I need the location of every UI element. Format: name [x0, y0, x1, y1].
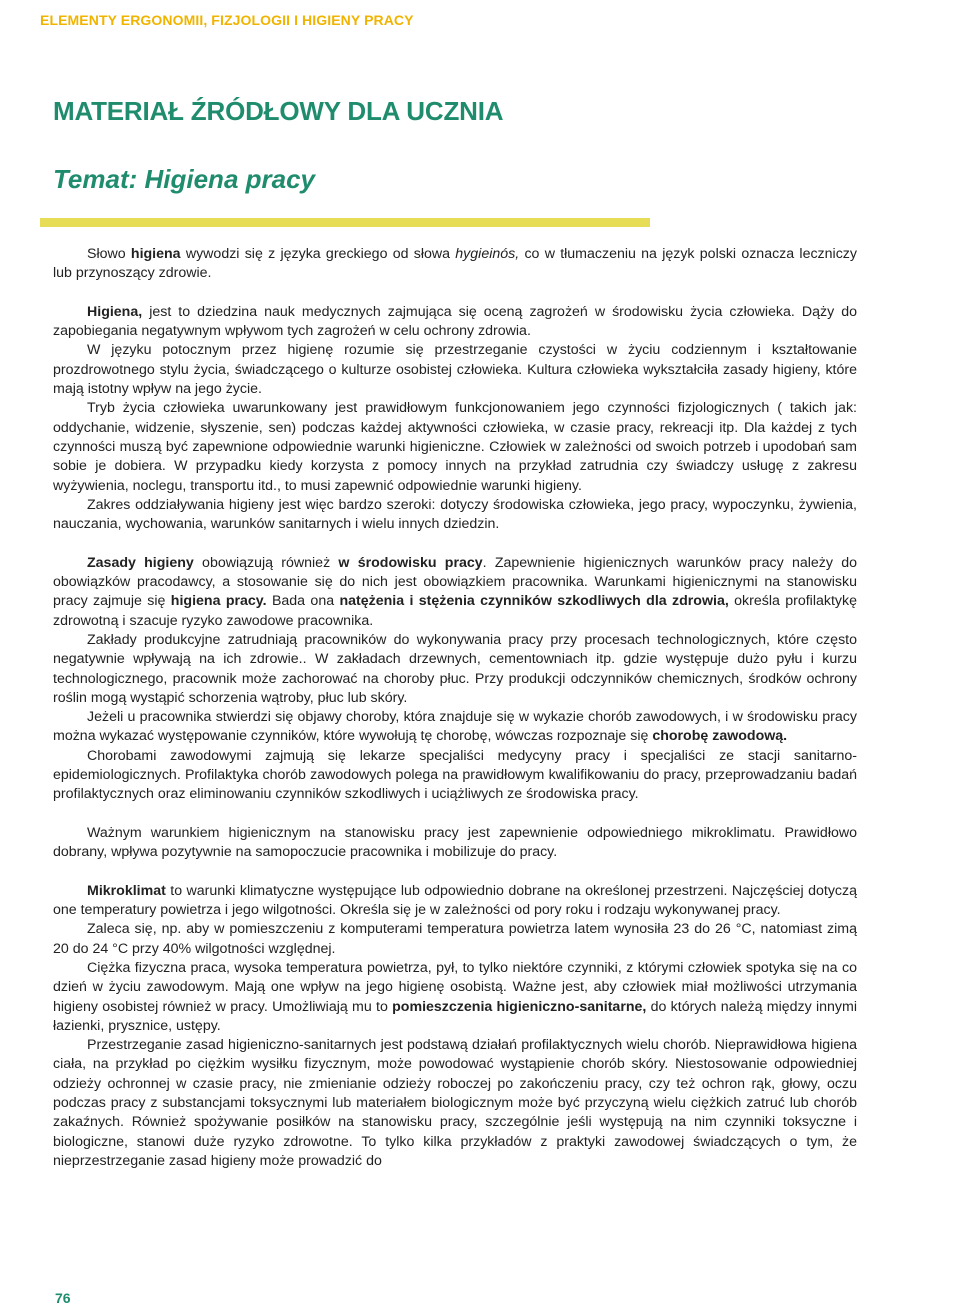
text-run: Tryb życia człowieka uwarunkowany jest prawidłowym funkcjonowaniem jego czynności fizjologicznych ( takich jak: oddychanie, widzenie, słyszenie, sen) podczas każdej aktywności człowieka, w czasie pracy, rekreacji itp. Dla każdej z tych czynności muszą być zapewnione odpowiednie warunki higieniczne. Człowiek w zależności od swoich potrzeb i upodobań sam sobie je dobiera. W przypadku kiedy korzysta z pomocy innych na przykład zatrudnia czy świadczy usługę z zakresu wyżywienia, noclegu, transportu itd., to musi zapewnić odpowiednie warunki higieny. [53, 400, 857, 494]
running-header: ELEMENTY ERGONOMII, FIZJOLOGII I HIGIENY PRACY [40, 12, 414, 28]
paragraph [53, 920, 857, 959]
italic-text: hygieinós, [455, 246, 520, 262]
topic-title: Temat: Higiena pracy [53, 164, 316, 194]
text-run: określa profilaktykę zdrowotną i szacuje ryzyko zawodowe pracownika. [53, 593, 857, 629]
bold-text: pomieszczenia higieniczno-sanitarne, [392, 998, 647, 1015]
text-run: . Zapewnienie higienicznych warunków pracy należy do obowiązków pracodawcy, a stosowanie się do nich jest obowiązkiem pracownika. Warunkami higienicznymi na stanowisku pracy zajmuje się [53, 554, 858, 610]
text-run: obowiązują również [193, 554, 339, 571]
text-run: co w tłumaczeniu na język polski oznacza leczniczy lub przynoszący zdrowie. [53, 246, 857, 282]
text-run: Słowo [87, 246, 131, 262]
text-run: Zaleca się, np. aby w pomieszczeniu z komputerami temperatura powietrza latem wynosiła 23 do 26 °C, natomiast zimą 20 do 24 °C przy 40% wilgotności względnej. [53, 921, 857, 957]
text-run: do których należą między innymi łazienki, prysznice, ustępy. [53, 998, 857, 1034]
text-run: Przestrzeganie zasad higieniczno-sanitarnych jest podstawą działań profilaktycznych wielu chorób. Nieprawidłowa higiena ciała, na przykład po ciężkim wysiłku fizycznym, może powodować wystąpienie chorób skóry. Niestosowanie odpowiedniej odzieży ochronnej w czasie pracy, nie zmienianie odzieży roboczej po zakończeniu pracy, czy też ochron rąk, głowy, oczu podczas pracy z substancjami toksycznymi lub materiałem biologicznym może być przyczyną wielu ciężkich zatruć lub chorób zakaźnych. Również spożywanie posiłków na stanowisku pracy, szczególnie jeśli występują na nim czynniki toksyczne i biologiczne, stanowi duże ryzyko zdrowotne. To tylko kilka przykładów z praktyki zawodowej świadczących o tym, że nieprzestrzeganie zasad higieny może prowadzić do [53, 1037, 857, 1169]
paragraph [53, 1036, 857, 1171]
paragraph [53, 399, 857, 495]
paragraph [53, 708, 857, 747]
paragraph [53, 747, 857, 805]
bold-text: Mikroklimat [87, 882, 166, 899]
title-underline [40, 218, 650, 227]
paragraph [53, 303, 857, 342]
page-number: 76 [55, 1290, 71, 1306]
paragraph [53, 245, 857, 284]
text-run: Bada ona [266, 593, 340, 610]
text-run: wywodzi się z języka greckiego od słowa [180, 246, 456, 262]
text-run: Ciężka fizyczna praca, wysoka temperatura powietrza, pył, to tylko niektóre czynniki, z którymi człowiek spotyka się na co dzień w życiu zawodowym. Mają one wpływ na jego higienę osobistą. Ważne jest, aby człowiek miał możliwości utrzymania higieny osobistej również w pracy. Umożliwiają mu to [53, 959, 857, 1015]
body-text [53, 245, 857, 1171]
bold-text: Zasady higieny [87, 554, 194, 571]
paragraph [53, 554, 857, 631]
text-run: jest to dziedzina nauk medycznych zajmująca się oceną zagrożeń w środowisku życia człowieka. Dąży do zapobiegania negatywnym wpływom tych zagrożeń w celu ochrony zdrowia. [53, 303, 857, 340]
text-run: Zakres oddziaływania higieny jest więc bardzo szeroki: dotyczy środowiska człowieka, jego pracy, wypoczynku, żywienia, nauczania, wychowania, warunków sanitarnych i wielu innych dziedzin. [53, 496, 857, 533]
bold-text: Higiena, [87, 303, 143, 320]
text-run: to warunki klimatyczne występujące lub odpowiednio dobrane na określonej przestrzeni. Najczęściej dotyczą one temperatury powietrza i jego wilgotności. Określa się je w zależności od pory roku i rodzaju wykonywanej pracy. [53, 882, 857, 919]
paragraph [53, 341, 857, 399]
paragraph [53, 959, 857, 1036]
text-run: Zakłady produkcyjne zatrudniają pracowników do wykonywania pracy przy procesach technologicznych, które często negatywnie wpływają na ich zdrowie.. W zakładach drzewnych, cementowniach itp. gdzie występuje dużo pyłu i kurzu technologicznego, pracownik może zachorować na choroby płuc. Przy produkcji odczynników chemicznych, środków ochrony roślin mogą wystąpić schorzenia wątroby, płuc lub skóry. [53, 631, 857, 706]
bold-text: chorobę zawodową. [652, 728, 788, 745]
bold-text: higiena [130, 246, 181, 262]
paragraph [53, 631, 857, 708]
paragraph [53, 824, 857, 863]
page-title: MATERIAŁ ŹRÓDŁOWY DLA UCZNIA [53, 96, 504, 126]
bold-text: natężenia i stężenia czynników szkodliwych dla zdrowia, [339, 593, 729, 610]
text-run: Chorobami zawodowymi zajmują się lekarze specjaliści medycyny pracy i specjaliści ze stacji sanitarno-epidemiologicznych. Profilaktyka chorób zawodowych polega na prawidłowym kwalifikowaniu do pracy, przeprowadzaniu badań profilaktycznych oraz eliminowaniu czynników szkodliwych i uciążliwych ze środowiska pracy. [53, 747, 857, 803]
bold-text: w środowisku pracy [338, 554, 483, 571]
bold-text: higiena pracy. [170, 593, 267, 610]
paragraph [53, 496, 857, 535]
text-run: W języku potocznym przez higienę rozumie się przestrzeganie czystości w życiu codziennym i kształtowanie prozdrowotnego stylu życia, świadczącego o kulturze osobistej człowieka. Kultura człowieka wykształciła zasady higieny, które mają istotny wpływ na jego życie. [53, 342, 857, 398]
text-run: Ważnym warunkiem higienicznym na stanowisku pracy jest zapewnienie odpowiedniego mikroklimatu. Prawidłowo dobrany, wpływa pozytywnie na samopoczucie pracownika i mobilizuje do pracy. [53, 824, 857, 861]
text-run: Jeżeli u pracownika stwierdzi się objawy choroby, która znajduje się w wykazie chorób zawodowych, i w środowisku pracy można wykazać występowanie czynników, które wywołują tę chorobę, wówczas rozpoznaje się [53, 709, 857, 745]
paragraph [53, 882, 857, 921]
